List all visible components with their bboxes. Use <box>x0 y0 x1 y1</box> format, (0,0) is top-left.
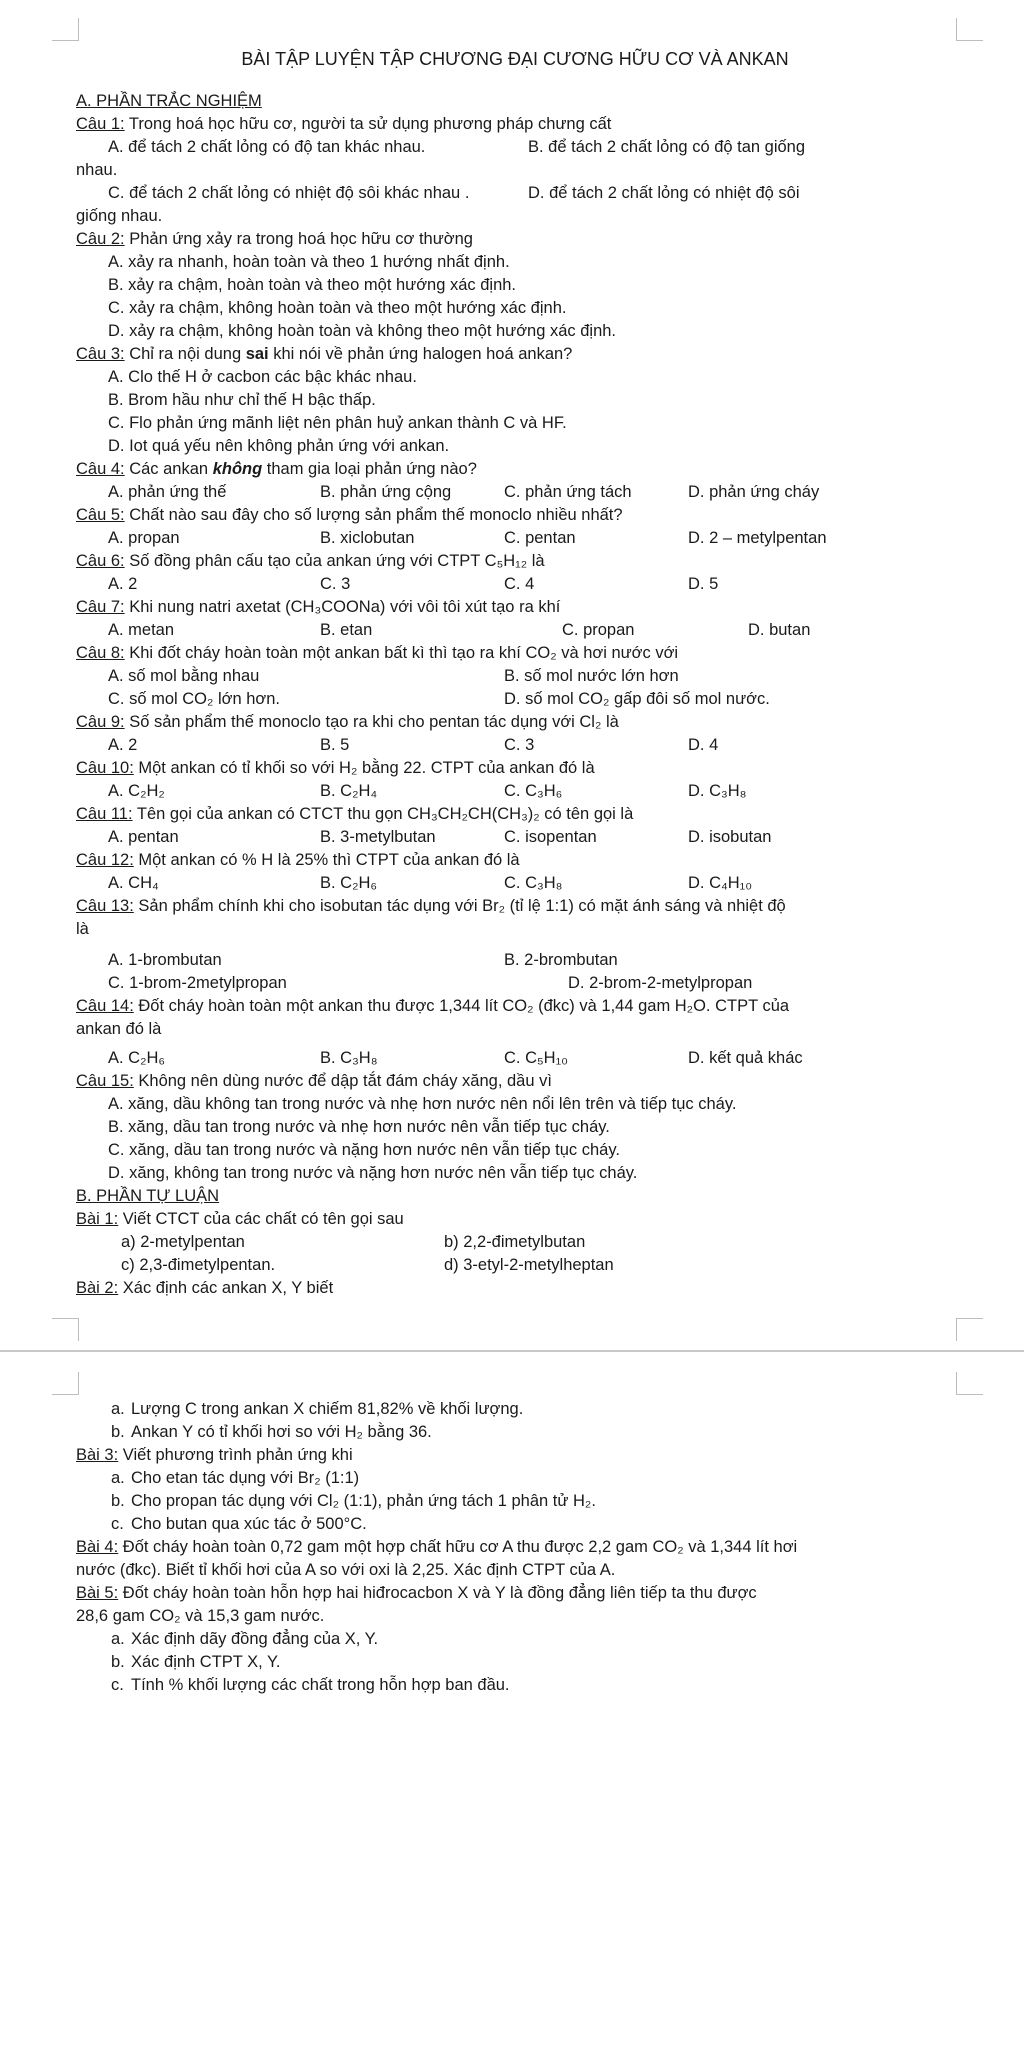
exercise-item-b: b) 2,2-đimetylbutan <box>444 1233 586 1251</box>
question-label: Câu 1: <box>76 115 125 133</box>
option-b: B. 3-metylbutan <box>320 828 436 846</box>
question-text: Số đồng phân cấu tạo của ankan ứng với CTPT C₅H₁₂ là <box>124 552 545 570</box>
question-4-options <box>76 481 954 504</box>
option-d: D. C₄H₁₀ <box>688 874 753 892</box>
exercise-2-item-a <box>76 1398 954 1421</box>
option-a: A. Clo thế H ở cacbon các bậc khác nhau. <box>108 368 417 386</box>
exercise-text: Đốt cháy hoàn toàn 0,72 gam một hợp chất hữu cơ A thu được 2,2 gam CO₂ và 1,344 lít hơi <box>118 1538 798 1556</box>
page-corner-mark <box>956 18 983 41</box>
question-15 <box>76 1070 954 1093</box>
option-b: B. 5 <box>320 736 350 754</box>
question-6 <box>76 550 954 573</box>
option-c: C. C₃H₈ <box>504 874 563 892</box>
option-c: C. propan <box>562 621 635 639</box>
exercise-text-continuation: nước (đkc). Biết tỉ khối hơi của A so với oxi là 2,25. Xác định CTPT của A. <box>76 1561 616 1579</box>
question-1-options-cd <box>76 182 954 205</box>
exercise-5-item-b <box>76 1651 954 1674</box>
question-text: Sản phẩm chính khi cho isobutan tác dụng với Br₂ (tỉ lệ 1:1) có mặt ánh sáng và nhiệt độ <box>133 897 786 915</box>
option-c: C. xăng, dầu tan trong nước và nặng hơn nước nên vẫn tiếp tục cháy. <box>108 1141 620 1159</box>
page-2-content <box>76 1398 954 1697</box>
exercise-text: Viết phương trình phản ứng khi <box>118 1446 353 1464</box>
option-a: A. 2 <box>108 575 138 593</box>
item-letter: b. <box>111 1653 125 1671</box>
option-c: C. Flo phản ứng mãnh liệt nên phân huỷ ankan thành C và HF. <box>108 414 567 432</box>
question-10-options <box>76 780 954 803</box>
exercise-5-item-a <box>76 1628 954 1651</box>
option-d: D. 2 – metylpentan <box>688 529 827 547</box>
option-b: B. C₃H₈ <box>320 1049 378 1067</box>
exercise-item-d: d) 3-etyl-2-metylheptan <box>444 1256 614 1274</box>
option-c: C. xảy ra chậm, không hoàn toàn và theo một hướng xác định. <box>108 299 567 317</box>
question-label: Câu 10: <box>76 759 134 777</box>
option-d: D. xăng, không tan trong nước và nặng hơn nước nên vẫn tiếp tục cháy. <box>108 1164 638 1182</box>
page-corner-mark <box>52 1372 79 1395</box>
exercise-item-c: c) 2,3-đimetylpentan. <box>121 1256 276 1274</box>
item-text: Cho etan tác dụng với Br₂ (1:1) <box>131 1469 360 1487</box>
question-label: Câu 5: <box>76 506 125 524</box>
question-text: tham gia loại phản ứng nào? <box>262 460 477 478</box>
option-a: A. số mol bằng nhau <box>108 667 260 685</box>
item-text: Lượng C trong ankan X chiếm 81,82% về khối lượng. <box>131 1400 524 1418</box>
item-letter: b. <box>111 1423 125 1441</box>
item-text: Tính % khối lượng các chất trong hỗn hợp ban đầu. <box>131 1676 510 1694</box>
question-label: Câu 11: <box>76 805 133 823</box>
question-label: Câu 9: <box>76 713 125 731</box>
exercise-3-item-b <box>76 1490 954 1513</box>
document-title: BÀI TẬP LUYỆN TẬP CHƯƠNG ĐẠI CƯƠNG HỮU CƠ VÀ ANKAN <box>241 49 789 69</box>
question-label: Câu 4: <box>76 460 125 478</box>
item-letter: c. <box>111 1515 124 1533</box>
document-page-2 <box>0 1352 1024 2048</box>
option-d: D. số mol CO₂ gấp đôi số mol nước. <box>504 690 770 708</box>
question-text: Một ankan có tỉ khối so với H₂ bằng 22. CTPT của ankan đó là <box>133 759 595 777</box>
question-6-options <box>76 573 954 596</box>
option-d: D. isobutan <box>688 828 772 846</box>
exercise-label: Bài 1: <box>76 1210 119 1228</box>
item-text: Cho propan tác dụng với Cl₂ (1:1), phản ứng tách 1 phân tử H₂. <box>131 1492 596 1510</box>
option-a: A. C₂H₂ <box>108 782 165 800</box>
question-text: Chất nào sau đây cho số lượng sản phẩm thế monoclo nhiều nhất? <box>124 506 623 524</box>
question-text: Đốt cháy hoàn toàn một ankan thu được 1,344 lít CO₂ (đkc) và 1,44 gam H₂O. CTPT của <box>133 997 790 1015</box>
exercise-1-items-ab <box>76 1231 954 1254</box>
option-b: B. xiclobutan <box>320 529 415 547</box>
question-text: Các ankan <box>124 460 213 478</box>
question-text: khi nói về phản ứng halogen hoá ankan? <box>268 345 573 363</box>
option-c: C. số mol CO₂ lớn hơn. <box>108 690 281 708</box>
option-a: A. để tách 2 chất lỏng có độ tan khác nhau. <box>108 138 426 156</box>
question-emphasis: sai <box>245 345 269 363</box>
option-b: B. 2-brombutan <box>504 951 618 969</box>
option-b: B. để tách 2 chất lỏng có độ tan giống <box>528 138 806 156</box>
question-text: Khi đốt cháy hoàn toàn một ankan bất kì thì tạo ra khí CO₂ và hơi nước với <box>124 644 679 662</box>
exercise-5 <box>76 1582 954 1605</box>
option-b: B. etan <box>320 621 373 639</box>
exercise-label: Bài 2: <box>76 1279 119 1297</box>
option-b: B. xăng, dầu tan trong nước và nhẹ hơn nước nên vẫn tiếp tục cháy. <box>108 1118 610 1136</box>
item-letter: c. <box>111 1676 124 1694</box>
question-3 <box>76 343 954 366</box>
option-b: C. 3 <box>320 575 351 593</box>
item-letter: a. <box>111 1469 125 1487</box>
question-text: Một ankan có % H là 25% thì CTPT của ankan đó là <box>133 851 520 869</box>
question-text: Tên gọi của ankan có CTCT thu gọn CH₃CH₂CH(CH₃)₂ có tên gọi là <box>132 805 634 823</box>
question-text-continuation: ankan đó là <box>76 1020 162 1038</box>
exercise-2-item-b <box>76 1421 954 1444</box>
option-a: A. phản ứng thế <box>108 483 227 501</box>
option-c: C. 4 <box>504 575 535 593</box>
question-1 <box>76 113 954 136</box>
page-1-content <box>76 44 954 1300</box>
question-11 <box>76 803 954 826</box>
exercise-label: Bài 5: <box>76 1584 119 1602</box>
question-14 <box>76 995 954 1018</box>
exercise-4 <box>76 1536 954 1559</box>
item-letter: a. <box>111 1630 125 1648</box>
exercise-text: Đốt cháy hoàn toàn hỗn hợp hai hiđrocacbon X và Y là đồng đẳng liên tiếp ta thu được <box>118 1584 757 1602</box>
question-9-options <box>76 734 954 757</box>
item-text: Xác định dãy đồng đẳng của X, Y. <box>131 1630 379 1648</box>
option-a: A. metan <box>108 621 175 639</box>
exercise-text: Viết CTCT của các chất có tên gọi sau <box>118 1210 404 1228</box>
item-text: Xác định CTPT X, Y. <box>131 1653 281 1671</box>
question-14-options <box>76 1047 954 1070</box>
item-text: Ankan Y có tỉ khối hơi so với H₂ bằng 36. <box>131 1423 432 1441</box>
question-emphasis: không <box>212 460 263 478</box>
option-b: B. phản ứng cộng <box>320 483 452 501</box>
question-13-options-cd <box>76 972 954 995</box>
question-label: Câu 7: <box>76 598 125 616</box>
option-a: A. 2 <box>108 736 138 754</box>
question-8-options-cd <box>76 688 954 711</box>
exercise-1 <box>76 1208 954 1231</box>
option-b: B. số mol nước lớn hơn <box>504 667 679 685</box>
question-text: Chỉ ra nội dung <box>124 345 246 363</box>
option-a: A. pentan <box>108 828 179 846</box>
exercise-1-items-cd <box>76 1254 954 1277</box>
page-corner-mark <box>52 1318 79 1341</box>
option-b: B. C₂H₆ <box>320 874 378 892</box>
page-corner-mark <box>956 1318 983 1341</box>
option-d: D. kết quả khác <box>688 1049 803 1067</box>
option-c: C. pentan <box>504 529 576 547</box>
option-a: A. xảy ra nhanh, hoàn toàn và theo 1 hướng nhất định. <box>108 253 510 271</box>
option-a: A. xăng, dầu không tan trong nước và nhẹ hơn nước nên nổi lên trên và tiếp tục cháy. <box>108 1095 737 1113</box>
question-8-options-ab <box>76 665 954 688</box>
option-a: A. 1-brombutan <box>108 951 222 969</box>
question-5-options <box>76 527 954 550</box>
exercise-text-continuation: 28,6 gam CO₂ và 15,3 gam nước. <box>76 1607 325 1625</box>
section-a-heading: A. PHẦN TRẮC NGHIỆM <box>76 92 262 110</box>
option-d: D. 2-brom-2-metylpropan <box>568 974 753 992</box>
question-7-options <box>76 619 954 642</box>
option-b-continuation: nhau. <box>76 161 118 179</box>
option-c: C. C₃H₆ <box>504 782 563 800</box>
option-c: C. C₅H₁₀ <box>504 1049 568 1067</box>
question-label: Câu 2: <box>76 230 125 248</box>
question-label: Câu 13: <box>76 897 134 915</box>
question-label: Câu 12: <box>76 851 134 869</box>
exercise-5-item-c <box>76 1674 954 1697</box>
option-b: B. Brom hầu như chỉ thế H bậc thấp. <box>108 391 376 409</box>
item-letter: b. <box>111 1492 125 1510</box>
question-text: Khi nung natri axetat (CH₃COONa) với vôi tôi xút tạo ra khí <box>124 598 561 616</box>
option-c: C. 1-brom-2metylpropan <box>108 974 287 992</box>
question-text: Số sản phẩm thế monoclo tạo ra khi cho pentan tác dụng với Cl₂ là <box>124 713 619 731</box>
option-a: A. C₂H₆ <box>108 1049 166 1067</box>
exercise-label: Bài 4: <box>76 1538 119 1556</box>
option-d: D. C₃H₈ <box>688 782 747 800</box>
option-a: A. propan <box>108 529 180 547</box>
question-12-options <box>76 872 954 895</box>
option-d: D. butan <box>748 621 811 639</box>
exercise-text: Xác định các ankan X, Y biết <box>118 1279 334 1297</box>
question-text-continuation: là <box>76 920 89 938</box>
exercise-label: Bài 3: <box>76 1446 119 1464</box>
question-text: Phản ứng xảy ra trong hoá học hữu cơ thường <box>124 230 473 248</box>
question-label: Câu 14: <box>76 997 134 1015</box>
item-letter: a. <box>111 1400 125 1418</box>
question-2 <box>76 228 954 251</box>
exercise-3 <box>76 1444 954 1467</box>
option-c: C. để tách 2 chất lỏng có nhiệt độ sôi khác nhau . <box>108 184 470 202</box>
option-b: B. C₂H₄ <box>320 782 378 800</box>
question-12 <box>76 849 954 872</box>
question-13 <box>76 895 954 918</box>
option-c: C. isopentan <box>504 828 597 846</box>
page-corner-mark <box>956 1372 983 1395</box>
question-8 <box>76 642 954 665</box>
question-9 <box>76 711 954 734</box>
exercise-3-item-a <box>76 1467 954 1490</box>
option-d: D. để tách 2 chất lỏng có nhiệt độ sôi <box>528 184 800 202</box>
option-c: C. 3 <box>504 736 535 754</box>
option-d: D. 5 <box>688 575 719 593</box>
question-1-options-ab <box>76 136 954 159</box>
exercise-2 <box>76 1277 954 1300</box>
option-d: D. xảy ra chậm, không hoàn toàn và không theo một hướng xác định. <box>108 322 617 340</box>
option-d: D. phản ứng cháy <box>688 483 820 501</box>
option-c: C. phản ứng tách <box>504 483 632 501</box>
question-10 <box>76 757 954 780</box>
exercise-3-item-c <box>76 1513 954 1536</box>
option-b: B. xảy ra chậm, hoàn toàn và theo một hướng xác định. <box>108 276 517 294</box>
section-b-heading: B. PHẦN TỰ LUẬN <box>76 1187 220 1205</box>
question-4 <box>76 458 954 481</box>
question-label: Câu 3: <box>76 345 125 363</box>
page-corner-mark <box>52 18 79 41</box>
question-7 <box>76 596 954 619</box>
item-text: Cho butan qua xúc tác ở 500°C. <box>131 1515 367 1533</box>
option-a: A. CH₄ <box>108 874 159 892</box>
question-label: Câu 15: <box>76 1072 134 1090</box>
question-label: Câu 8: <box>76 644 125 662</box>
question-label: Câu 6: <box>76 552 125 570</box>
question-text: Trong hoá học hữu cơ, người ta sử dụng phương pháp chưng cất <box>124 115 612 133</box>
option-d: D. 4 <box>688 736 719 754</box>
question-11-options <box>76 826 954 849</box>
question-13-options-ab <box>76 949 954 972</box>
exercise-item-a: a) 2-metylpentan <box>121 1233 245 1251</box>
question-text: Không nên dùng nước để dập tắt đám cháy xăng, dầu vì <box>133 1072 552 1090</box>
question-5 <box>76 504 954 527</box>
option-d-continuation: giống nhau. <box>76 207 163 225</box>
option-d: D. Iot quá yếu nên không phản ứng với ankan. <box>108 437 450 455</box>
